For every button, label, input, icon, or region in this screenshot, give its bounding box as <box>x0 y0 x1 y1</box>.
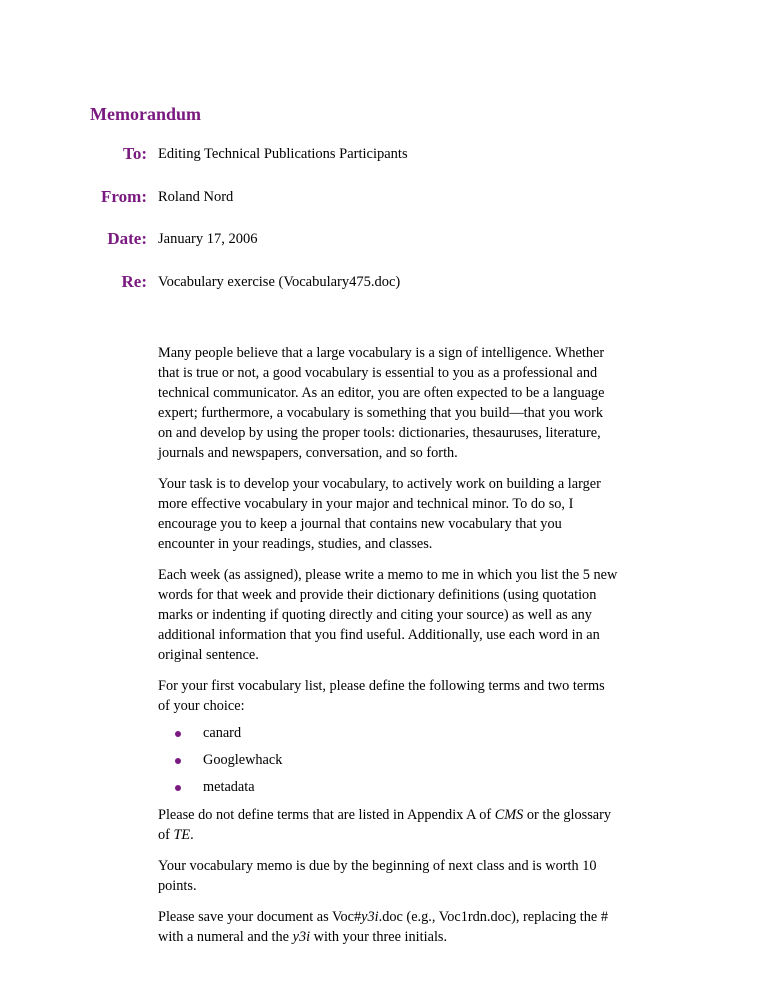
memo-body <box>158 343 618 958</box>
date-row <box>0 229 768 253</box>
list-item <box>158 750 618 770</box>
paragraph-define-note <box>158 805 618 845</box>
from-label: From: <box>101 187 147 206</box>
save-note-text: .doc (e.g., Voc1rdn.doc), replacing the # with a numeral and the <box>158 909 608 945</box>
term-text: metadata <box>203 779 255 795</box>
paragraph-intro: Many people believe that a large vocabulary is a sign of intelligence. Whether that is true or not, a good vocabulary is essential to you as a professional and technical communicator. As an editor, you are often expected to be a language expert; furthermore, a vocabulary is something that you build—that you work on and develop by using the proper tools: dictionaries, thesauruses, literature, journals and newspapers, conversation, and so forth. <box>158 345 605 461</box>
date-label: Date: <box>107 229 147 248</box>
paragraph-first-list: For your first vocabulary list, please define the following terms and two terms of your choice: <box>158 678 605 714</box>
bullet-dot-icon <box>175 731 181 737</box>
re-value: Vocabulary exercise (Vocabulary475.doc) <box>158 274 401 290</box>
bullet-dot-icon <box>175 758 181 764</box>
define-note-text: . <box>190 827 194 843</box>
initials-code: y3i <box>292 929 311 945</box>
list-item <box>158 723 618 743</box>
paragraph-save-note <box>158 907 618 947</box>
paragraph-task: Your task is to develop your vocabulary, to actively work on building a larger more effective vocabulary in your major and technical minor. To do so, I encourage you to keep a journal that contains new vocabulary that you encounter in your readings, studies, and classes. <box>158 476 601 552</box>
to-value: Editing Technical Publications Participants <box>158 146 408 162</box>
paragraph-due-note: Your vocabulary memo is due by the beginning of next class and is worth 10 points. <box>158 858 597 894</box>
save-note-text: with your three initials. <box>310 929 448 945</box>
bullet-dot-icon <box>175 785 181 791</box>
re-row <box>0 272 768 296</box>
terms-list <box>158 723 618 797</box>
te-reference: TE <box>173 827 191 843</box>
date-value: January 17, 2006 <box>158 231 258 247</box>
term-text: canard <box>203 725 242 741</box>
from-value: Roland Nord <box>158 189 234 205</box>
cms-reference: CMS <box>494 807 524 823</box>
list-item <box>158 777 618 797</box>
to-label: To: <box>123 144 147 163</box>
from-row <box>0 187 768 211</box>
paragraph-weekly: Each week (as assigned), please write a memo to me in which you list the 5 new words for that week and provide their dictionary definitions (using quotation marks or indenting if quoting directly and citing your source) as well as any additional information that you find useful. Additionally, use each word in an original sentence. <box>158 567 618 663</box>
save-note-text: Please save your document as Voc# <box>158 909 362 925</box>
to-row <box>0 144 768 168</box>
define-note-text: Please do not define terms that are listed in Appendix A of <box>158 807 495 823</box>
re-label: Re: <box>121 272 147 291</box>
term-text: Googlewhack <box>203 752 283 768</box>
initials-code: y3i <box>361 909 379 925</box>
define-note-text: or the glossary of <box>158 807 612 843</box>
page-title: Memorandum <box>90 104 201 124</box>
